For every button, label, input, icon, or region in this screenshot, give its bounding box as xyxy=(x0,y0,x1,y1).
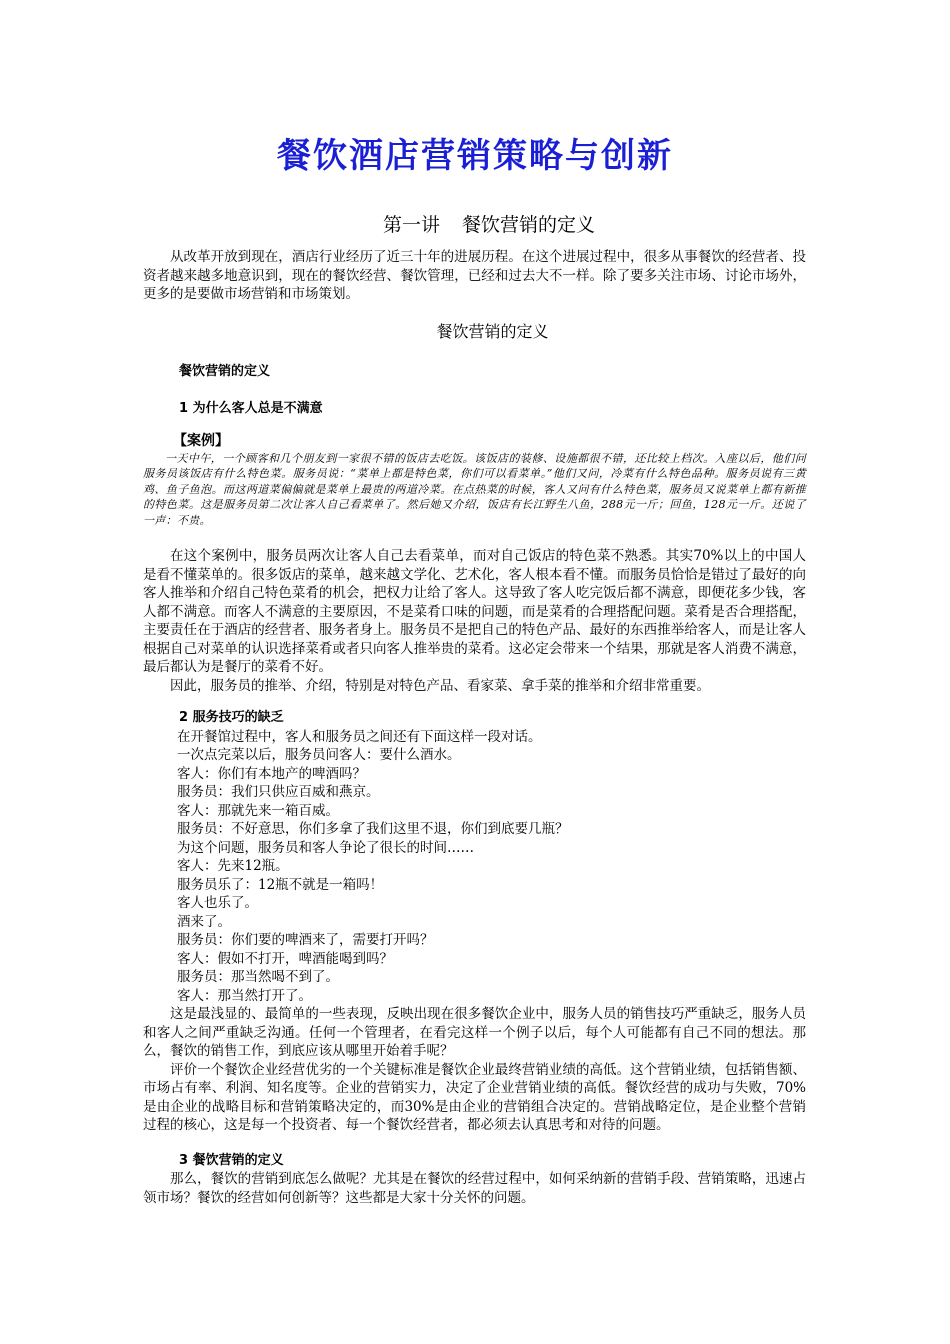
dialog-line: 服务员：那当然喝不到了。 xyxy=(177,969,339,985)
heading-2: 2 服务技巧的缺乏 xyxy=(179,710,284,725)
dialog-line: 酒来了。 xyxy=(177,913,231,930)
dialog-line: 为这个问题，服务员和客人争论了很长的时间…… xyxy=(177,839,474,856)
dialog-block xyxy=(143,728,806,1006)
dialog-line: 一次点完菜以后，服务员问客人：要什么酒水。 xyxy=(177,747,461,763)
lecture-heading xyxy=(0,210,950,237)
dialog-line: 客人：那就先来一箱百威。 xyxy=(177,802,339,819)
intro-paragraph: 从改革开放到现在，酒店行业经历了近三十年的进展历程。在这个进展过程中，很多从事餐饮的经营者、投资者越来越多地意识到，现在的餐饮经营、餐饮管理，已经和过去大不一样。除了要多关注市场、讨论市场外，更多的是要做市场营销和市场策划。 xyxy=(143,249,806,302)
dialog-line: 服务员：不好意思，你们多拿了我们这里不退，你们到底要几瓶？ xyxy=(177,821,569,837)
dialog-line: 在开餐馆过程中，客人和服务员之间还有下面这样一段对话。 xyxy=(177,728,542,745)
paragraph-4: 评价一个餐饮企业经营优劣的一个关键标准是餐饮企业最终营销业绩的高低。这个营销业绩，包括销售额、市场占有率、利润、知名度等。企业的营销实力，决定了企业营销业绩的高低。餐饮经营的成功与失败，70%是由企业的战略目标和营销策略决定的，而30%是由企业的营销组合决定的。营销战略定位，是企业整个营销过程的核心，这是每一个投资者、每一个餐饮经营者，都必须去认真思考和对待的问题。 xyxy=(143,1061,806,1133)
paragraph-5: 那么，餐饮的营销到底怎么做呢？尤其是在餐饮的经营过程中，如何采纳新的营销手段、营销策略，迅速占领市场？餐饮的经营如何创新等？这些都是大家十分关怀的问题。 xyxy=(143,1171,806,1206)
lecture-name: 餐饮营销的定义 xyxy=(462,214,596,236)
paragraph-2: 因此，服务员的推举、介绍，特别是对特色产品、看家菜、拿手菜的推举和介绍非常重要。 xyxy=(170,677,710,694)
document-body xyxy=(143,248,806,1207)
dialog-line: 服务员：你们要的啤酒来了，需要打开吗？ xyxy=(177,932,434,948)
section-title: 餐饮营销的定义 xyxy=(436,321,549,341)
paragraph-1: 在这个案例中，服务员两次让客人自己去看菜单，而对自己饭店的特色菜不熟悉。其实70%以上的中国人是看不懂菜单的。很多饭店的菜单，越来越文学化、艺术化，客人根本看不懂。而服务员恰恰是错过了最好的向客人推举和介绍自己特色菜肴的机会，把权力让给了客人。这导致了客人吃完饭后都不满意，即便花多少钱，客人都不满意。而客人不满意的主要原因，不是菜肴口味的问题，而是菜肴的合理搭配问题。菜肴是否合理搭配，主要责任在于酒店的经营者、服务者身上。服务员不是把自己的特色产品、最好的东西推举给客人，而是让客人根据自己对菜单的认识选择菜肴或者只向客人推举贵的菜肴。这必定会带来一个结果，那就是客人消费不满意，最后都认为是餐厅的菜肴不好。 xyxy=(143,548,806,675)
dialog-line: 服务员：我们只供应百威和燕京。 xyxy=(177,784,380,800)
lecture-label: 第一讲 xyxy=(382,214,440,236)
dialog-line: 客人：先来12瓶。 xyxy=(177,858,289,874)
dialog-line: 客人也乐了。 xyxy=(177,895,258,911)
heading-3: 3 餐饮营销的定义 xyxy=(179,1152,284,1168)
case-text: 一天中午，一个顾客和几个朋友到一家很不错的饭店去吃饭。该饭店的装修、设施都很不错，还比较上档次。入座以后，他们问服务员该饭店有什么特色菜。服务员说：“菜单上都是特色菜，你们可以看菜单。”他们又问，冷菜有什么特色品种。服务员说有三黄鸡、鱼子鱼泡。而这两道菜偏偏就是菜单上最贵的两道冷菜。在点热菜的时候，客人又问有什么特色菜，服务员又说菜单上都有新推的特色菜。这是服务员第二次让客人自己看菜单了。然后她又介绍，饭店有长江野生八鱼，288元一斤；回鱼，128元一斤。还说了一声：不贵。 xyxy=(143,451,806,527)
dialog-line: 客人：那当然打开了。 xyxy=(177,987,312,1004)
dialog-line: 客人：你们有本地产的啤酒吗？ xyxy=(177,765,366,782)
paragraph-3: 这是最浅显的、最简单的一些表现，反映出现在很多餐饮企业中，服务人员的销售技巧严重缺乏，服务人员和客人之间严重缺乏沟通。任何一个管理者，在看完这样一个例子以后，每个人可能都有自己不同的想法。那么，餐饮的销售工作，到底应该从哪里开始着手呢？ xyxy=(143,1006,806,1059)
dialog-line: 服务员乐了：12瓶不就是一箱吗！ xyxy=(177,876,384,893)
case-label: 【案例】 xyxy=(173,433,229,449)
document-title: 餐饮酒店营销策略与创新 xyxy=(277,136,673,176)
dialog-line: 客人：假如不打开，啤酒能喝到吗？ xyxy=(177,950,393,967)
heading-1: 1 为什么客人总是不满意 xyxy=(179,400,323,416)
section-subheading: 餐饮营销的定义 xyxy=(179,364,271,379)
